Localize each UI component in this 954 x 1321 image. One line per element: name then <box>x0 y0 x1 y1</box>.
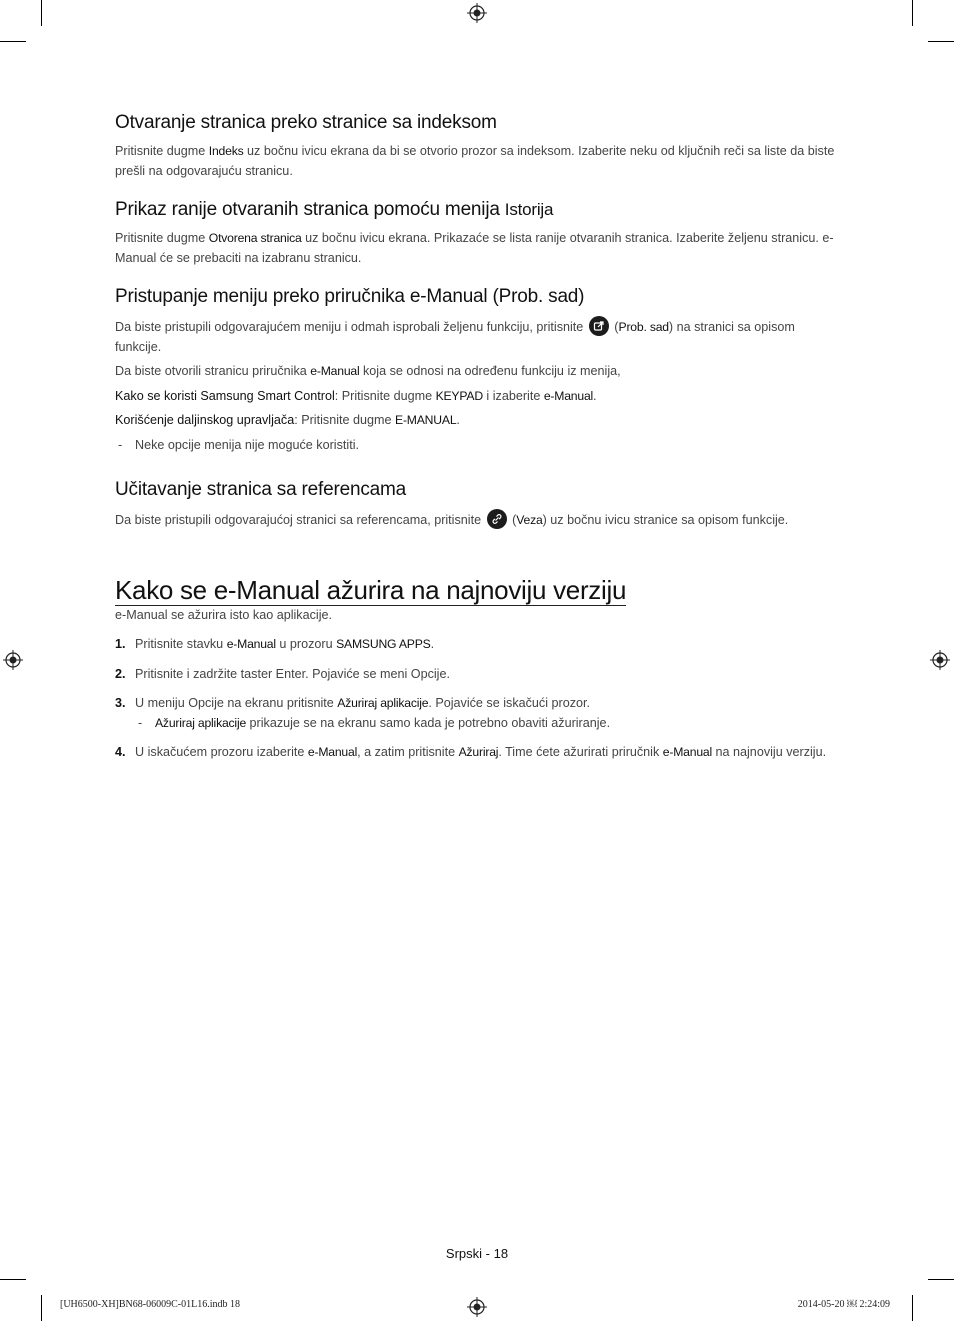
section-paragraph <box>115 142 835 181</box>
list-item <box>115 694 835 733</box>
section-paragraph <box>115 316 835 357</box>
section-paragraph <box>115 411 835 431</box>
text: Pritisnite dugme <box>115 231 209 245</box>
text: : Pritisnite dugme <box>294 413 396 427</box>
page-content <box>115 112 835 773</box>
text: uz bočnu ivicu ekrana. Prikazaće se lista ranije otvaranih stranica. Izaberite željenu stranicu. e-Manual će se prebaciti na izabranu stranicu. <box>115 231 834 265</box>
lead-term: Kako se koristi Samsung Smart Control <box>115 388 335 403</box>
ui-term: Ažuriraj aplikacije <box>155 715 247 730</box>
dash: - <box>118 437 123 452</box>
section-heading: Učitavanje stranica sa referencama <box>115 479 407 500</box>
text: Da biste pristupili odgovarajućoj stranici sa referencama, pritisnite <box>115 513 485 527</box>
ui-term: Otvorena stranica <box>208 231 302 245</box>
text: uz bočnu ivicu ekrana da bi se otvorio prozor sa indeksom. Izaberite neku od ključnih reči sa liste da biste prešli na odgovarajuću stranicu. <box>115 144 835 178</box>
text: ( <box>508 513 517 527</box>
text: u prozoru <box>275 637 337 651</box>
section-heading <box>115 199 835 221</box>
ui-term: e-Manual <box>226 637 276 651</box>
text: koja se odnosi na određenu funkciju iz menija, <box>359 364 621 378</box>
lead-term: Korišćenje daljinskog upravljača <box>115 413 295 427</box>
dash: - <box>138 715 143 730</box>
update-steps <box>115 635 835 763</box>
crop-mark <box>928 1279 954 1280</box>
crop-mark <box>912 0 913 26</box>
text: ) uz bočnu ivicu stranice sa opisom funkcije. <box>542 513 789 527</box>
step-text <box>135 635 835 655</box>
ui-term: e-Manual <box>310 364 360 378</box>
print-slug-right: 2014-05-20 ￼ 2:24:09 <box>797 1299 890 1310</box>
list-item <box>115 743 835 763</box>
note-text: Neke opcije menija nije moguće koristiti. <box>135 437 359 452</box>
link-icon <box>487 509 507 529</box>
text: Pritisnite stavku <box>135 637 227 651</box>
note-line <box>115 436 835 456</box>
page-number: Srpski - 18 <box>445 1246 509 1261</box>
step-text <box>135 665 835 685</box>
ui-term: e-Manual <box>543 388 594 403</box>
step-number: 4. <box>115 745 126 759</box>
section-try-now <box>115 286 835 455</box>
list-item <box>115 665 835 685</box>
section-paragraph <box>115 387 835 407</box>
section-paragraph <box>115 229 835 268</box>
text: . <box>456 413 460 427</box>
section-heading: Otvaranje stranica preko stranice sa indeksom <box>115 112 497 133</box>
registration-mark-icon <box>467 3 487 23</box>
sub-note <box>135 714 835 734</box>
text: . Pojaviće se iskačući prozor. <box>428 696 591 710</box>
crop-mark <box>912 1295 913 1321</box>
text: i izaberite <box>482 388 544 403</box>
text: prikazuje se na ekranu samo kada je potrebno obaviti ažuriranje. <box>246 715 611 730</box>
text: Da biste otvorili stranicu priručnika <box>115 364 311 378</box>
ui-term: SAMSUNG APPS <box>336 637 431 651</box>
registration-mark-icon <box>467 1297 487 1317</box>
crop-mark <box>0 41 26 42</box>
update-intro: e-Manual se ažurira isto kao aplikacije. <box>115 607 332 622</box>
text: . Time ćete ažurirati priručnik <box>498 745 663 759</box>
ui-term: Prob. sad <box>618 320 669 334</box>
section-paragraph <box>115 362 835 382</box>
text: Pritisnite dugme <box>115 144 209 158</box>
text: . <box>593 388 597 403</box>
section-references <box>115 479 835 531</box>
text: ( <box>610 320 619 334</box>
section-history <box>115 199 835 268</box>
step-number: 3. <box>115 696 126 710</box>
crop-mark <box>41 1295 42 1321</box>
step-text <box>135 743 835 763</box>
registration-mark-icon <box>3 650 23 670</box>
try-now-icon <box>589 316 609 336</box>
text: . <box>430 637 435 651</box>
section-index <box>115 112 835 181</box>
update-title: Kako se e-Manual ažurira na najnoviju verziju <box>115 574 627 605</box>
ui-term: Ažuriraj aplikacije <box>337 696 429 710</box>
text: Da biste pristupili odgovarajućem meniju i odmah isprobali željenu funkciju, pritisnite <box>115 320 587 334</box>
step-text <box>135 694 835 714</box>
ui-term: Ažuriraj <box>458 745 499 759</box>
ui-term: e-Manual <box>307 745 358 759</box>
heading-text: Prikaz ranije otvaranih stranica pomoću menija <box>115 199 505 220</box>
ui-term: e-Manual <box>662 745 712 759</box>
ui-term: Veza <box>516 513 543 527</box>
crop-mark <box>0 1279 26 1280</box>
text: na najnoviju verziju. <box>712 745 827 759</box>
section-paragraph <box>115 509 835 531</box>
crop-mark <box>928 41 954 42</box>
print-slug-left: [UH6500-XH]BN68-06009C-01L16.indb 18 <box>60 1299 240 1310</box>
list-item <box>115 635 835 655</box>
text: U iskačućem prozoru izaberite <box>135 745 308 759</box>
section-heading: Pristupanje meniju preko priručnika e-Manual (Prob. sad) <box>115 286 585 307</box>
step-number: 1. <box>115 637 126 651</box>
text: ) na stranici sa opisom funkcije. <box>115 320 795 354</box>
text: U meniju Opcije na ekranu pritisnite <box>135 696 338 710</box>
text: : Pritisnite dugme <box>334 388 436 403</box>
crop-mark <box>41 0 42 26</box>
registration-mark-icon <box>930 650 950 670</box>
ui-term: KEYPAD <box>435 388 483 403</box>
ui-term: Indeks <box>208 144 244 158</box>
heading-term: Istorija <box>504 200 554 219</box>
text: , a zatim pritisnite <box>357 745 459 759</box>
text: Pritisnite i zadržite taster Enter. Pojaviće se meni Opcije. <box>135 666 450 681</box>
step-number: 2. <box>115 666 126 681</box>
ui-term: E-MANUAL <box>395 413 457 427</box>
